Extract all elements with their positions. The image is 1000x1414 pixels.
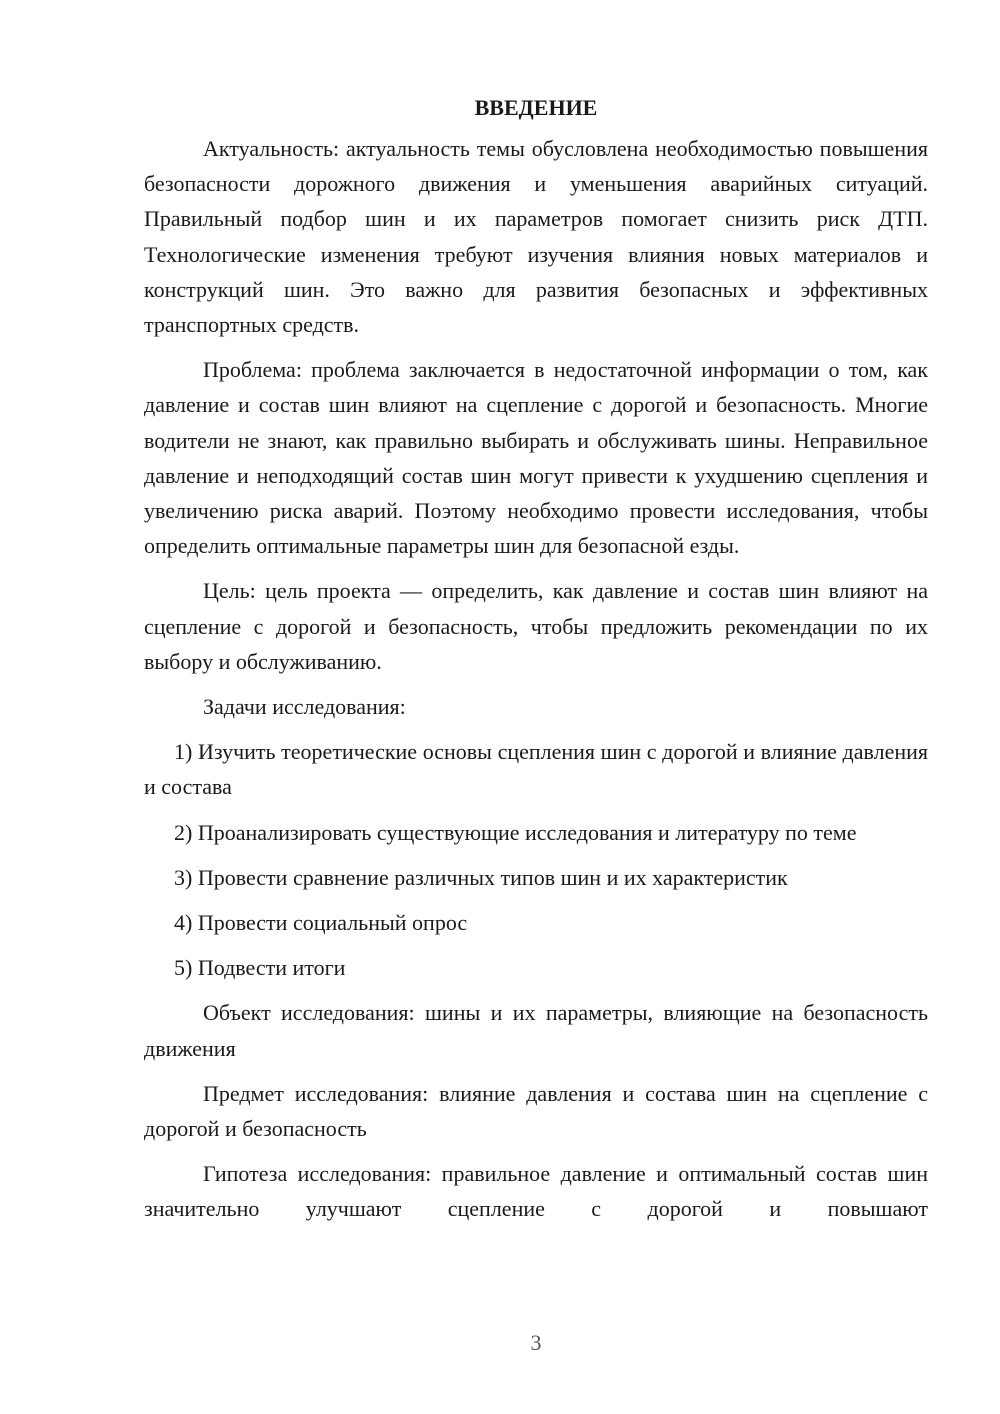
page-number: 3 — [530, 1330, 542, 1355]
paragraph-goal: Цель: цель проекта — определить, как давление и состав шин влияют на сцепление с дорогой и безопасность, чтобы предложить рекомендации по их выбору и обслуживанию. — [144, 578, 928, 674]
task-item-4: 4) Провести социальный опрос — [174, 910, 468, 936]
paragraph-tasks-heading: Задачи исследования: — [203, 694, 406, 720]
task-item-5: 5) Подвести итоги — [174, 955, 346, 981]
paragraph-relevance: Актуальность: актуальность темы обусловлена необходимостью повышения безопасности дорожного движения и уменьшения аварийных ситуаций. Правильный подбор шин и их параметров помогает снизить риск ДТП. Технологические изменения требуют изучения влияния новых материалов и конструкций шин. Это важно для развития безопасных и эффективных транспортных средств. — [144, 136, 928, 338]
paragraph-subject: Предмет исследования: влияние давления и состава шин на сцепление с дорогой и безопасность — [144, 1080, 928, 1142]
task-item-3: 3) Провести сравнение различных типов шин и их характеристик — [174, 864, 788, 890]
paragraph-problem: Проблема: проблема заключается в недостаточной информации о том, как давление и состав шин влияют на сцепление с дорогой и безопасность. Многие водители не знают, как правильно выбирать и обслуживать шины. Неправильное давление и неподходящий состав шин могут привести к ухудшению сцепления и увеличению риска аварий. Поэтому необходимо провести исследования, чтобы определить оптимальные параметры шин для безопасной езды. — [144, 357, 928, 559]
task-item-1: 1) Изучить теоретические основы сцепления шин с дорогой и влияние давления и состава — [144, 739, 928, 800]
paragraph-hypothesis: Гипотеза исследования: правильное давление и оптимальный состав шин значительно улучшают сцепление с дорогой и повышают — [144, 1161, 928, 1222]
page-title: ВВЕДЕНИЕ — [474, 95, 598, 120]
paragraph-object: Объект исследования: шины и их параметры, влияющие на безопасность движения — [144, 1000, 928, 1061]
task-item-2: 2) Проанализировать существующие исследования и литературу по теме — [174, 819, 857, 845]
document-page — [144, 90, 928, 1237]
